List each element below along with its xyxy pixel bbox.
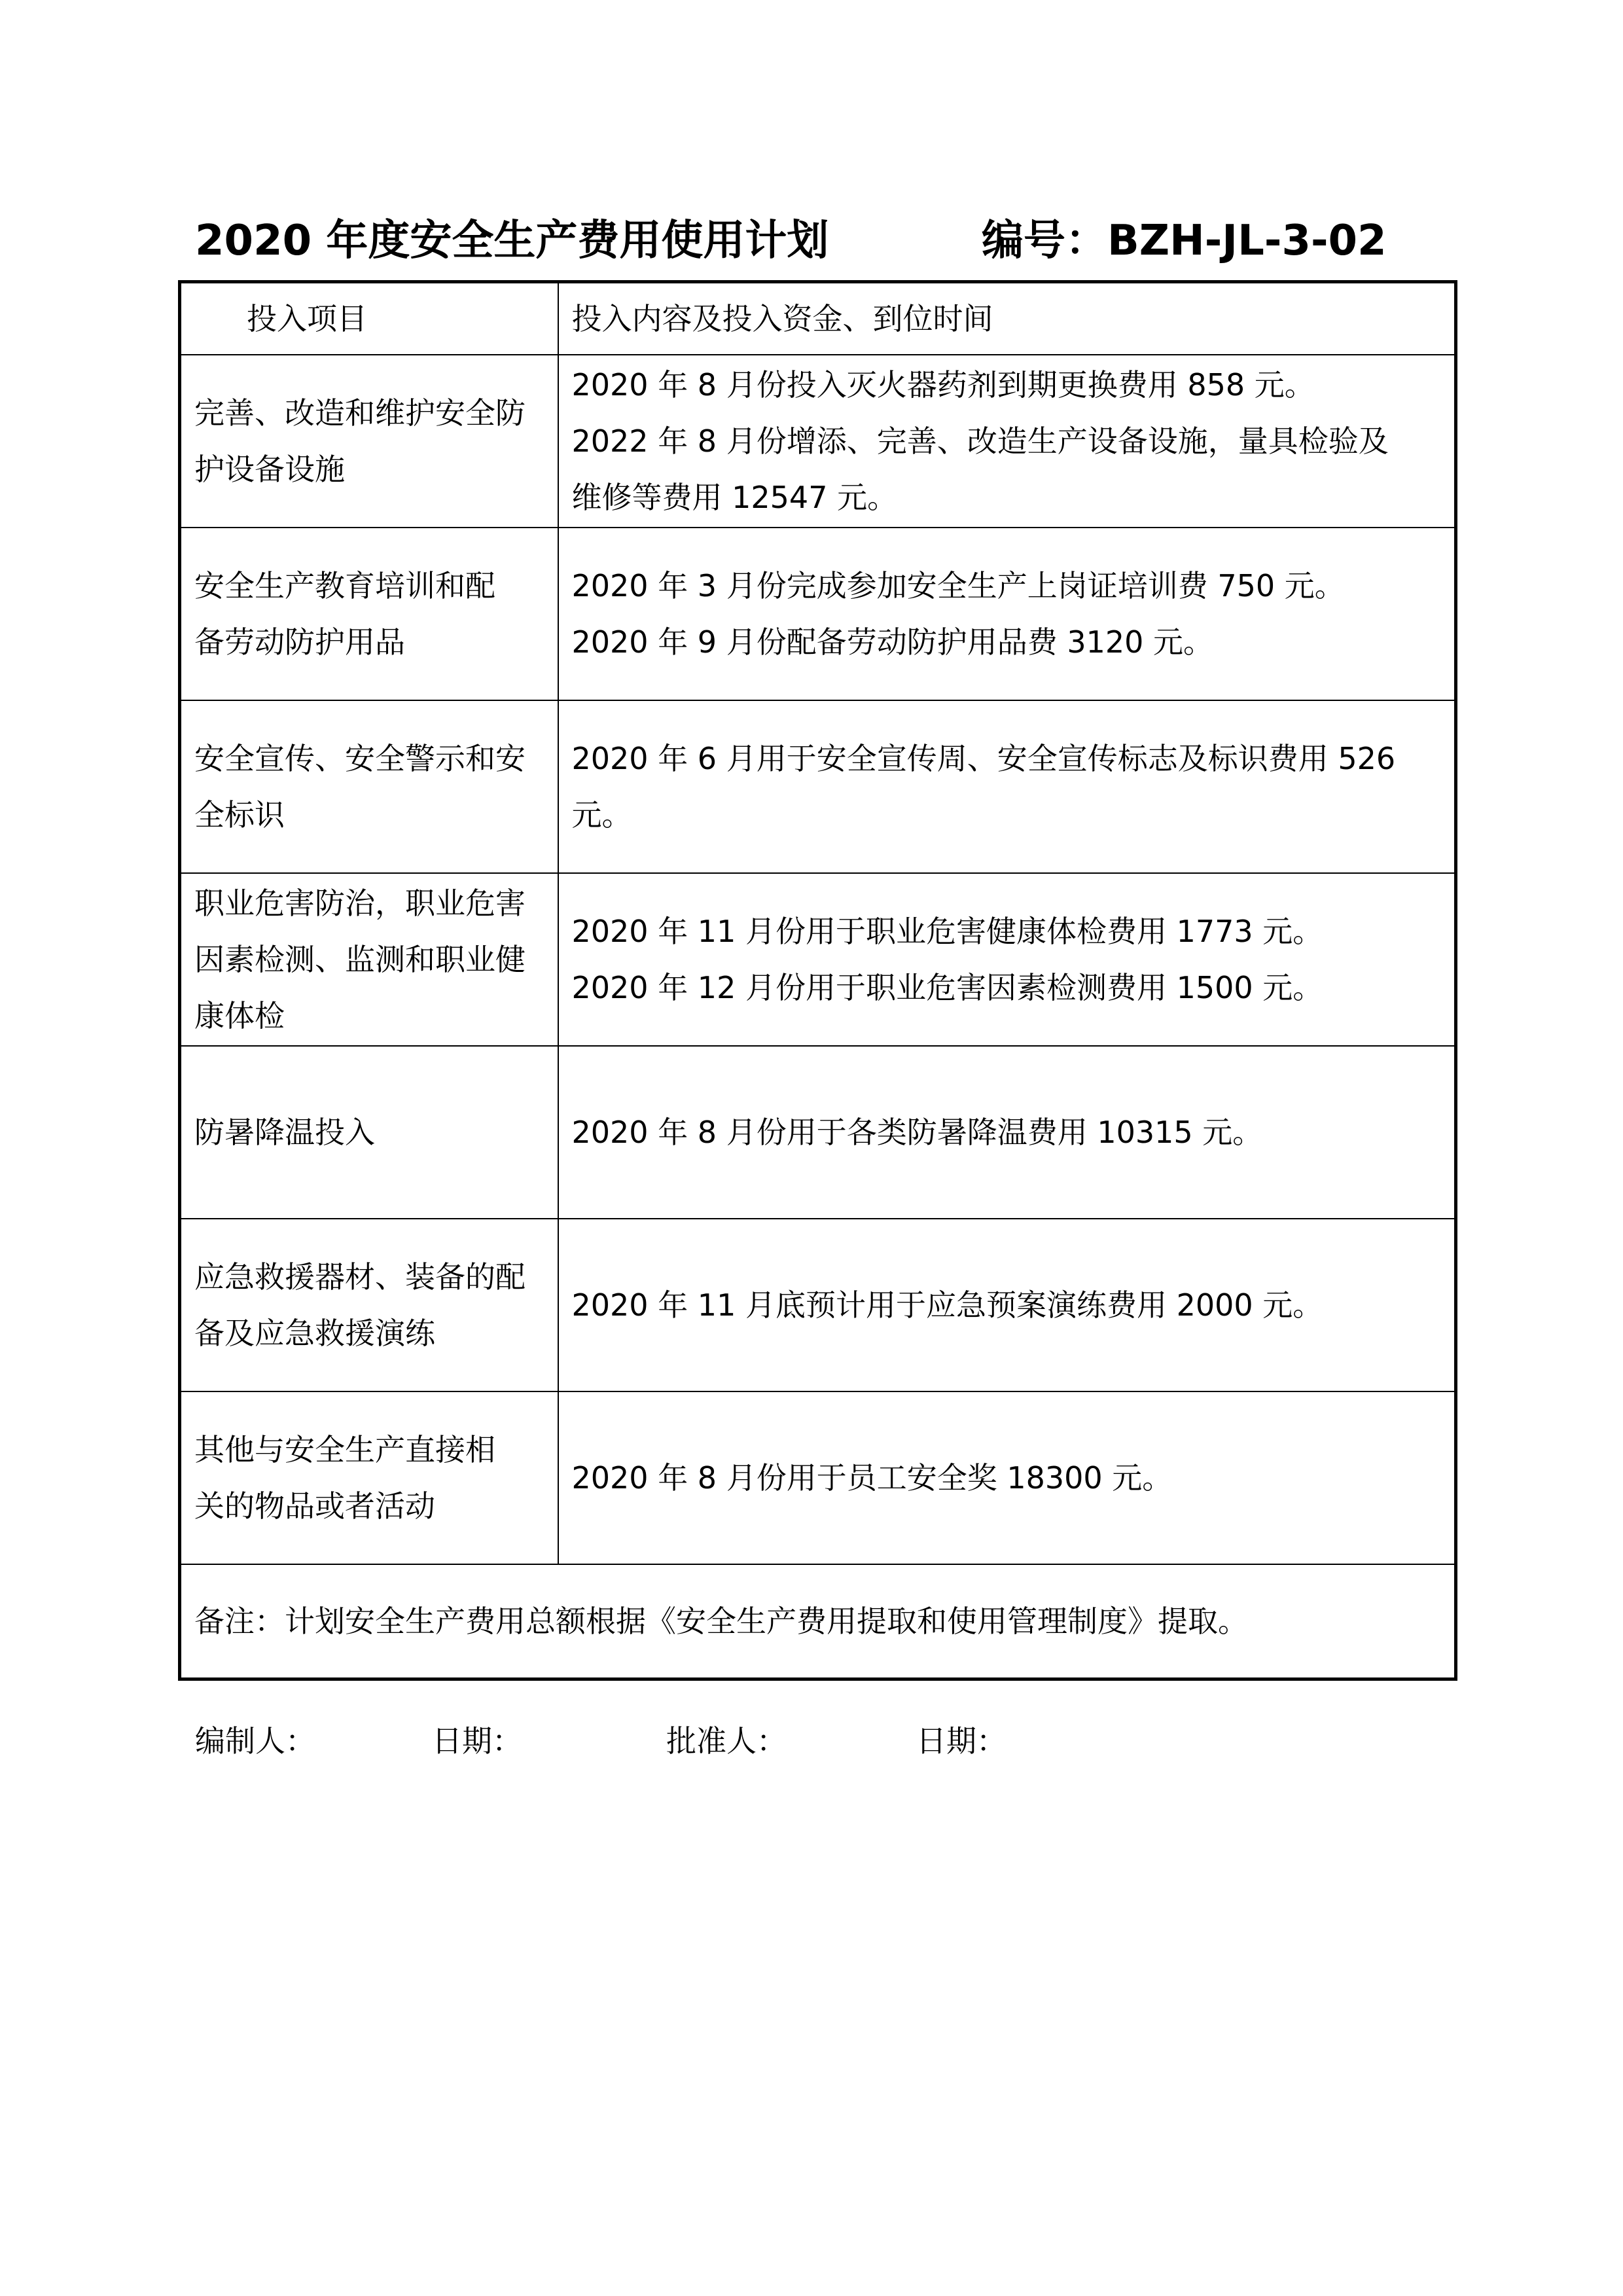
- content-cell: [558, 873, 1456, 1046]
- item-line: 应急救援器材、装备的配: [194, 1259, 526, 1295]
- item-cell: [180, 1391, 558, 1564]
- item-line: 完善、改造和维护安全防: [194, 395, 526, 431]
- content-line: 2020 年 8 月份投入灭火器药剂到期更换费用 858 元。: [571, 367, 1315, 403]
- item-line: 护设备设施: [194, 452, 345, 487]
- table-row: [180, 528, 1456, 700]
- document-title: 2020 年度安全生产费用使用计划: [195, 217, 829, 265]
- item-line: 安全宣传、安全警示和安: [194, 741, 526, 776]
- item-cell: [180, 873, 558, 1046]
- content-line: 2020 年 3 月份完成参加安全生产上岗证培训费 750 元。: [571, 568, 1345, 603]
- content-line: 元。: [571, 797, 632, 833]
- item-line: 防暑降温投入: [194, 1115, 375, 1150]
- item-line: 其他与安全生产直接相: [194, 1432, 495, 1467]
- item-cell: [180, 355, 558, 528]
- prepared-by-label: 编制人：: [195, 1723, 315, 1759]
- content-line: 2020 年 11 月底预计用于应急预案演练费用 2000 元。: [571, 1287, 1323, 1323]
- table-row: [180, 1046, 1456, 1219]
- table-row: [180, 700, 1456, 873]
- table-row: [180, 873, 1456, 1046]
- table-row: [180, 1219, 1456, 1391]
- content-line: 2020 年 6 月用于安全宣传周、安全宣传标志及标识费用 526: [571, 741, 1396, 776]
- item-line: 康体检: [194, 998, 285, 1033]
- item-line: 因素检测、监测和职业健: [194, 942, 526, 977]
- content-cell: [558, 700, 1456, 873]
- content-line: 2020 年 8 月份用于员工安全奖 18300 元。: [571, 1460, 1173, 1496]
- table-row: [180, 355, 1456, 528]
- content-line: 2020 年 8 月份用于各类防暑降温费用 10315 元。: [571, 1115, 1263, 1150]
- date-label: 日期：: [432, 1723, 522, 1759]
- document-code: 编号：BZH-JL-3-02: [982, 217, 1387, 265]
- item-line: 全标识: [194, 797, 285, 833]
- content-line: 2020 年 12 月份用于职业危害因素检测费用 1500 元。: [571, 970, 1323, 1005]
- content-cell: [558, 1046, 1456, 1219]
- expense-plan-table: [178, 280, 1457, 1681]
- item-line: 职业危害防治，职业危害: [194, 886, 526, 921]
- content-line: 2020 年 9 月份配备劳动防护用品费 3120 元。: [571, 624, 1214, 660]
- item-line: 备劳动防护用品: [194, 624, 405, 660]
- content-cell: [558, 1391, 1456, 1564]
- item-cell: [180, 1046, 558, 1219]
- content-cell: [558, 355, 1456, 528]
- signature-footer: [0, 1715, 1623, 1767]
- item-cell: [180, 700, 558, 873]
- header-content: 投入内容及投入资金、到位时间: [558, 282, 1456, 355]
- content-line: 2022 年 8 月份增添、完善、改造生产设备设施，量具检验及: [571, 423, 1389, 459]
- document-header: [195, 208, 1438, 274]
- item-line: 关的物品或者活动: [194, 1488, 435, 1524]
- content-line: 2020 年 11 月份用于职业危害健康体检费用 1773 元。: [571, 914, 1323, 949]
- table-row: [180, 1391, 1456, 1564]
- date-label: 日期：: [916, 1723, 1007, 1759]
- note-row: [180, 1564, 1456, 1679]
- item-line: 安全生产教育培训和配: [194, 568, 495, 603]
- table-header-row: [180, 282, 1456, 355]
- content-line: 维修等费用 12547 元。: [571, 480, 898, 515]
- content-cell: [558, 1219, 1456, 1391]
- item-line: 备及应急救援演练: [194, 1316, 435, 1351]
- item-cell: [180, 528, 558, 700]
- approved-by-label: 批准人：: [666, 1723, 787, 1759]
- content-cell: [558, 528, 1456, 700]
- note-cell: 备注：计划安全生产费用总额根据《安全生产费用提取和使用管理制度》提取。: [180, 1564, 1456, 1679]
- item-cell: [180, 1219, 558, 1391]
- header-item: 投入项目: [180, 282, 558, 355]
